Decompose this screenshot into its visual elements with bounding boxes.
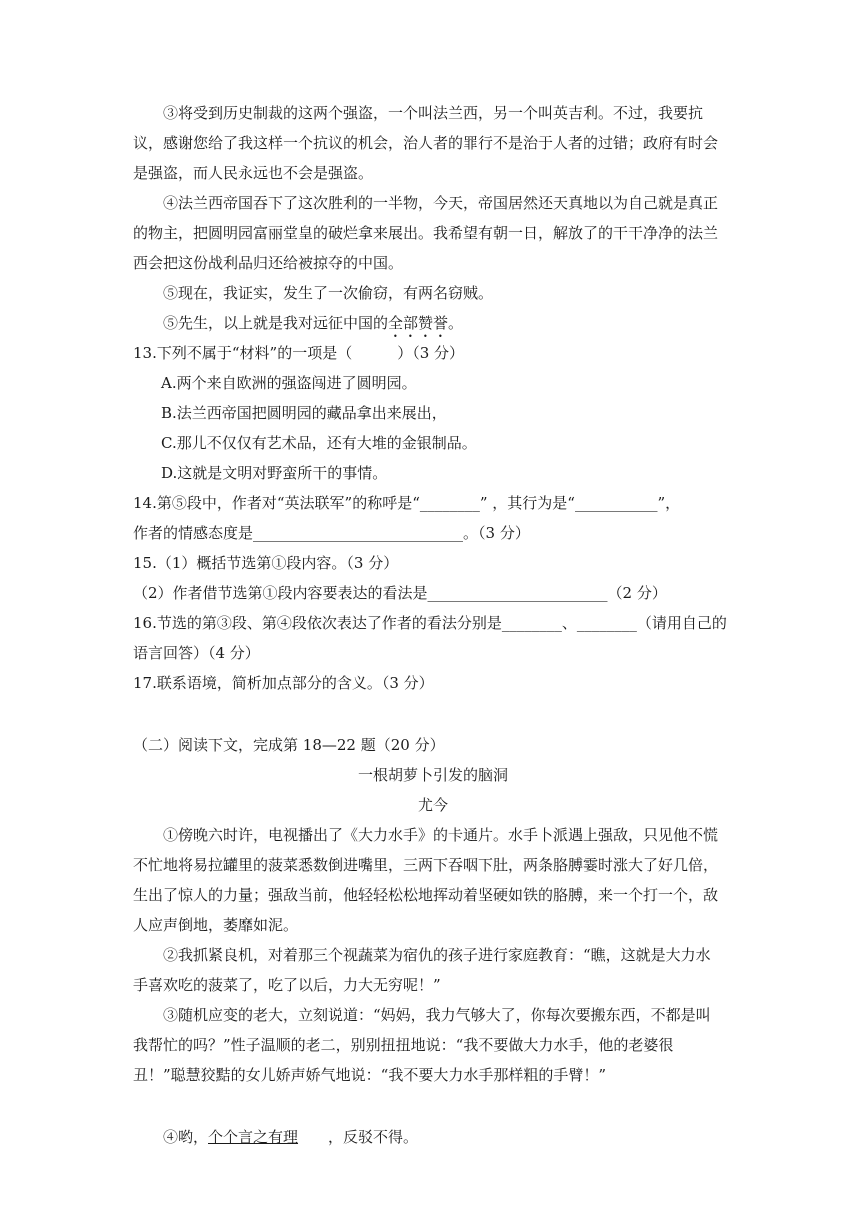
dotted-phrase: 全部赞誉: [388, 314, 449, 332]
question-13: 13.下列不属于“材料”的一项是（ ）（3 分）: [133, 344, 465, 362]
article-paragraph-4-end: ，反驳不得。: [298, 1128, 419, 1146]
paragraph-4-line-3: 西会把这份战利品归还给被掠夺的中国。: [133, 254, 404, 272]
question-13-option-a: A.两个来自欧洲的强盗闯进了圆明园。: [161, 374, 417, 392]
underlined-phrase: 个个言之有理: [208, 1128, 299, 1146]
question-13-option-b: B.法兰西帝国把圆明园的藏品拿出来展出，: [161, 404, 447, 422]
article-paragraph-3-line-2: 我帮忙的吗？”性子温顺的老二，别别扭扭地说：“我不要做大力水手，他的老婆很: [133, 1036, 674, 1054]
paragraph-3-line-3: 是强盗，而人民永远也不会是强盗。: [133, 164, 374, 182]
article-paragraph-1-line-1: ①傍晚六时许，电视播出了《大力水手》的卡通片。水手卜派遇上强敌，只见他不慌: [163, 826, 719, 844]
paragraph-3-line-2: 议，感谢您给了我这样一个抗议的机会，治人者的罪行不是治于人者的过错；政府有时会: [133, 134, 719, 152]
question-15-part-1: 15.（1）概括节选第①段内容。（3 分）: [133, 554, 399, 572]
article-paragraph-3-line-1: ③随机应变的老大，立刻说道：“妈妈，我力气够大了，你每次要搬东西，不都是叫: [163, 1006, 711, 1024]
question-14-line-2: 作者的情感态度是____________________________。（3 分）: [133, 524, 530, 542]
paragraph-6-end: 。: [448, 314, 464, 332]
paragraph-4-line-1: ④法兰西帝国吞下了这次胜利的一半物，今天，帝国居然还天真地以为自己就是真正: [163, 194, 719, 212]
article-paragraph-2-line-2: 手喜欢吃的菠菜了，吃了以后，力大无穷呢！”: [133, 976, 441, 994]
article-paragraph-4: [133, 1122, 763, 1152]
article-paragraph-3-line-3: 丑！”聪慧狡黠的女儿娇声娇气地说：“我不要大力水手那样粗的手臂！”: [133, 1066, 607, 1084]
paragraph-4-line-2: 的物主，把圆明园富丽堂皇的破烂拿来展出。我希望有朝一日，解放了的干干净净的法兰: [133, 224, 719, 242]
question-16-line-2: 语言回答）（4 分）: [133, 644, 260, 662]
question-15-part-2: （2）作者借节选第①段内容要表达的看法是________________________（2 分）: [133, 584, 667, 602]
question-16-line-1: 16.节选的第③段、第④段依次表达了作者的看法分别是________、________（请用自己的: [133, 614, 727, 632]
question-13-option-c: C.那儿不仅仅有艺术品，还有大堆的金银制品。: [161, 434, 477, 452]
article-title: 一根胡萝卜引发的脑洞: [357, 766, 508, 784]
paragraph-6: [133, 308, 763, 338]
question-17: 17.联系语境，简析加点部分的含义。（3 分）: [133, 674, 434, 692]
article-paragraph-1-line-2: 不忙地将易拉罐里的菠菜悉数倒进嘴里，三两下吞咽下肚，两条胳膊霎时涨大了好几倍，: [133, 856, 719, 874]
article-paragraph-1-line-4: 人应声倒地，萎靡如泥。: [133, 916, 299, 934]
paragraph-gap: [133, 1090, 868, 1122]
article-paragraph-4-text: ④哟，: [163, 1128, 209, 1146]
section-two-intro: （二）阅读下文，完成第 18—22 题（20 分）: [133, 736, 445, 754]
article-paragraph-2-line-1: ②我抓紧良机，对着那三个视蔬菜为宿仇的孩子进行家庭教育：“瞧，这就是大力水: [163, 946, 711, 964]
section-gap: [133, 698, 868, 730]
article-paragraph-1-line-3: 生出了惊人的力量；强敌当前，他轻轻松松地挥动着坚硬如铁的胳膊，来一个打一个，敌: [133, 886, 719, 904]
article-author: 尤今: [417, 796, 448, 814]
question-14-line-1: 14.第⑤段中，作者对“英法联军”的称呼是“________” ，其行为是“___________”，: [133, 494, 681, 512]
question-13-option-d: D.这就是文明对野蛮所干的事情。: [161, 464, 388, 482]
paragraph-6-text: ⑤先生，以上就是我对远征中国的: [163, 314, 389, 332]
paragraph-3-line-1: ③将受到历史制裁的这两个强盗，一个叫法兰西，另一个叫英吉利。不过，我要抗: [163, 104, 704, 122]
paragraph-5: ⑤现在，我证实，发生了一次偷窃，有两名窃贼。: [163, 284, 494, 302]
